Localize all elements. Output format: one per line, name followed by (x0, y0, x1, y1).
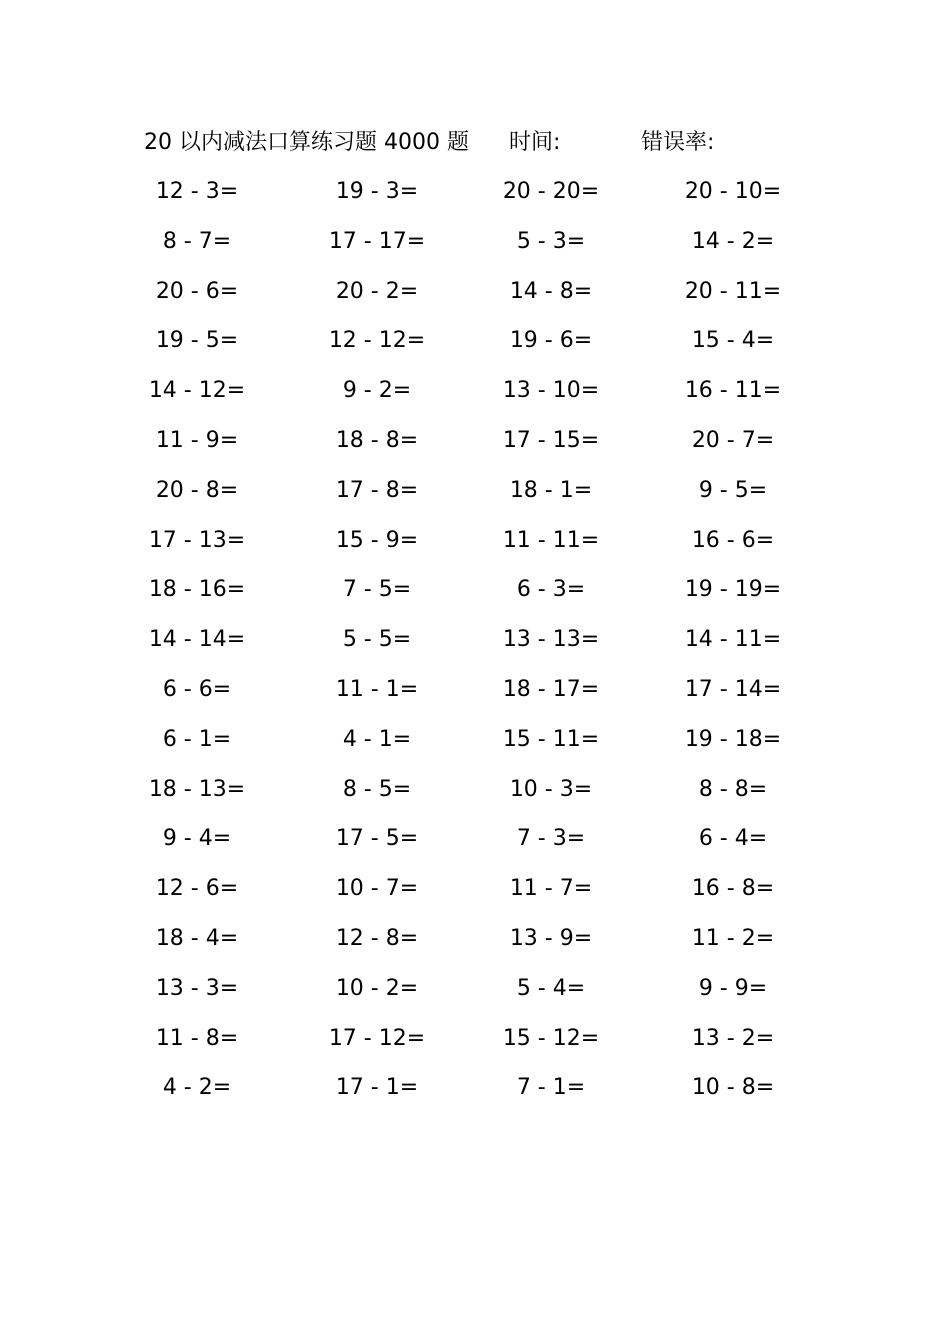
problem-row (0, 770, 950, 820)
problem-row (0, 720, 950, 770)
problem-row (0, 670, 950, 720)
subtraction-problem: 19 - 18= (684, 726, 782, 752)
worksheet-title: 20 以内减法口算练习题 4000 题 (144, 130, 469, 155)
subtraction-problem: 18 - 4= (155, 925, 239, 951)
subtraction-problem: 13 - 10= (502, 378, 600, 404)
subtraction-problem: 12 - 6= (155, 876, 239, 902)
subtraction-problem: 9 - 9= (698, 975, 768, 1001)
problem-row (0, 570, 950, 620)
subtraction-problem: 17 - 15= (502, 427, 600, 453)
subtraction-problem: 15 - 11= (502, 726, 600, 752)
problem-row (0, 1019, 950, 1069)
subtraction-problem: 17 - 1= (335, 1075, 419, 1101)
subtraction-problem: 8 - 8= (698, 776, 768, 802)
problem-row (0, 421, 950, 471)
subtraction-problem: 18 - 1= (509, 477, 593, 503)
subtraction-problem: 15 - 12= (502, 1025, 600, 1051)
subtraction-problem: 17 - 13= (148, 527, 246, 553)
subtraction-problem: 20 - 7= (691, 427, 775, 453)
subtraction-problem: 6 - 1= (162, 726, 232, 752)
subtraction-problem: 4 - 2= (162, 1075, 232, 1101)
subtraction-problem: 8 - 5= (342, 776, 412, 802)
subtraction-problem: 10 - 2= (335, 975, 419, 1001)
subtraction-problem: 19 - 19= (684, 577, 782, 603)
subtraction-problem: 14 - 14= (148, 627, 246, 653)
subtraction-problem: 13 - 9= (509, 925, 593, 951)
subtraction-problem: 18 - 8= (335, 427, 419, 453)
problem-grid (0, 172, 950, 1118)
subtraction-problem: 14 - 11= (684, 627, 782, 653)
subtraction-problem: 20 - 20= (502, 179, 600, 204)
problem-row (0, 620, 950, 670)
subtraction-problem: 16 - 8= (691, 876, 775, 902)
problem-row (0, 371, 950, 421)
subtraction-problem: 11 - 1= (335, 676, 419, 702)
subtraction-problem: 17 - 12= (328, 1025, 426, 1051)
problem-row (0, 1068, 950, 1118)
problem-row (0, 172, 950, 222)
time-label: 时间: (509, 130, 561, 155)
subtraction-problem: 13 - 2= (691, 1025, 775, 1051)
subtraction-problem: 9 - 4= (162, 826, 232, 852)
problem-row (0, 321, 950, 371)
subtraction-problem: 17 - 14= (684, 676, 782, 702)
problem-row (0, 819, 950, 869)
subtraction-problem: 12 - 3= (155, 179, 239, 204)
subtraction-problem: 7 - 5= (342, 577, 412, 603)
subtraction-problem: 19 - 3= (335, 179, 419, 204)
subtraction-problem: 8 - 7= (162, 228, 232, 254)
subtraction-problem: 17 - 8= (335, 477, 419, 503)
subtraction-problem: 18 - 17= (502, 676, 600, 702)
subtraction-problem: 5 - 3= (516, 228, 586, 254)
problem-row (0, 869, 950, 919)
subtraction-problem: 15 - 9= (335, 527, 419, 553)
subtraction-problem: 20 - 10= (684, 179, 782, 204)
subtraction-problem: 11 - 8= (155, 1025, 239, 1051)
subtraction-problem: 16 - 11= (684, 378, 782, 404)
subtraction-problem: 12 - 8= (335, 925, 419, 951)
subtraction-problem: 17 - 5= (335, 826, 419, 852)
subtraction-problem: 15 - 4= (691, 328, 775, 354)
subtraction-problem: 9 - 5= (698, 477, 768, 503)
subtraction-problem: 19 - 6= (509, 328, 593, 354)
subtraction-problem: 14 - 12= (148, 378, 246, 404)
subtraction-problem: 4 - 1= (342, 726, 412, 752)
subtraction-problem: 11 - 9= (155, 427, 239, 453)
subtraction-problem: 20 - 6= (155, 278, 239, 304)
subtraction-problem: 14 - 2= (691, 228, 775, 254)
subtraction-problem: 16 - 6= (691, 527, 775, 553)
subtraction-problem: 10 - 3= (509, 776, 593, 802)
subtraction-problem: 7 - 3= (516, 826, 586, 852)
subtraction-problem: 5 - 4= (516, 975, 586, 1001)
subtraction-problem: 10 - 8= (691, 1075, 775, 1101)
subtraction-problem: 6 - 6= (162, 676, 232, 702)
subtraction-problem: 11 - 11= (502, 527, 600, 553)
problem-row (0, 919, 950, 969)
subtraction-problem: 20 - 8= (155, 477, 239, 503)
subtraction-problem: 11 - 2= (691, 925, 775, 951)
subtraction-problem: 13 - 3= (155, 975, 239, 1001)
subtraction-problem: 19 - 5= (155, 328, 239, 354)
problem-row (0, 471, 950, 521)
subtraction-problem: 20 - 2= (335, 278, 419, 304)
worksheet-header (0, 126, 950, 160)
subtraction-problem: 6 - 3= (516, 577, 586, 603)
problem-row (0, 969, 950, 1019)
problem-row (0, 222, 950, 272)
problem-row (0, 521, 950, 571)
subtraction-problem: 11 - 7= (509, 876, 593, 902)
subtraction-problem: 14 - 8= (509, 278, 593, 304)
subtraction-problem: 18 - 16= (148, 577, 246, 603)
subtraction-problem: 20 - 11= (684, 278, 782, 304)
subtraction-problem: 7 - 1= (516, 1075, 586, 1101)
subtraction-problem: 12 - 12= (328, 328, 426, 354)
subtraction-problem: 5 - 5= (342, 627, 412, 653)
subtraction-problem: 13 - 13= (502, 627, 600, 653)
error-rate-label: 错误率: (641, 130, 715, 155)
subtraction-problem: 17 - 17= (328, 228, 426, 254)
subtraction-problem: 9 - 2= (342, 378, 412, 404)
subtraction-problem: 6 - 4= (698, 826, 768, 852)
subtraction-problem: 18 - 13= (148, 776, 246, 802)
problem-row (0, 272, 950, 322)
subtraction-problem: 10 - 7= (335, 876, 419, 902)
